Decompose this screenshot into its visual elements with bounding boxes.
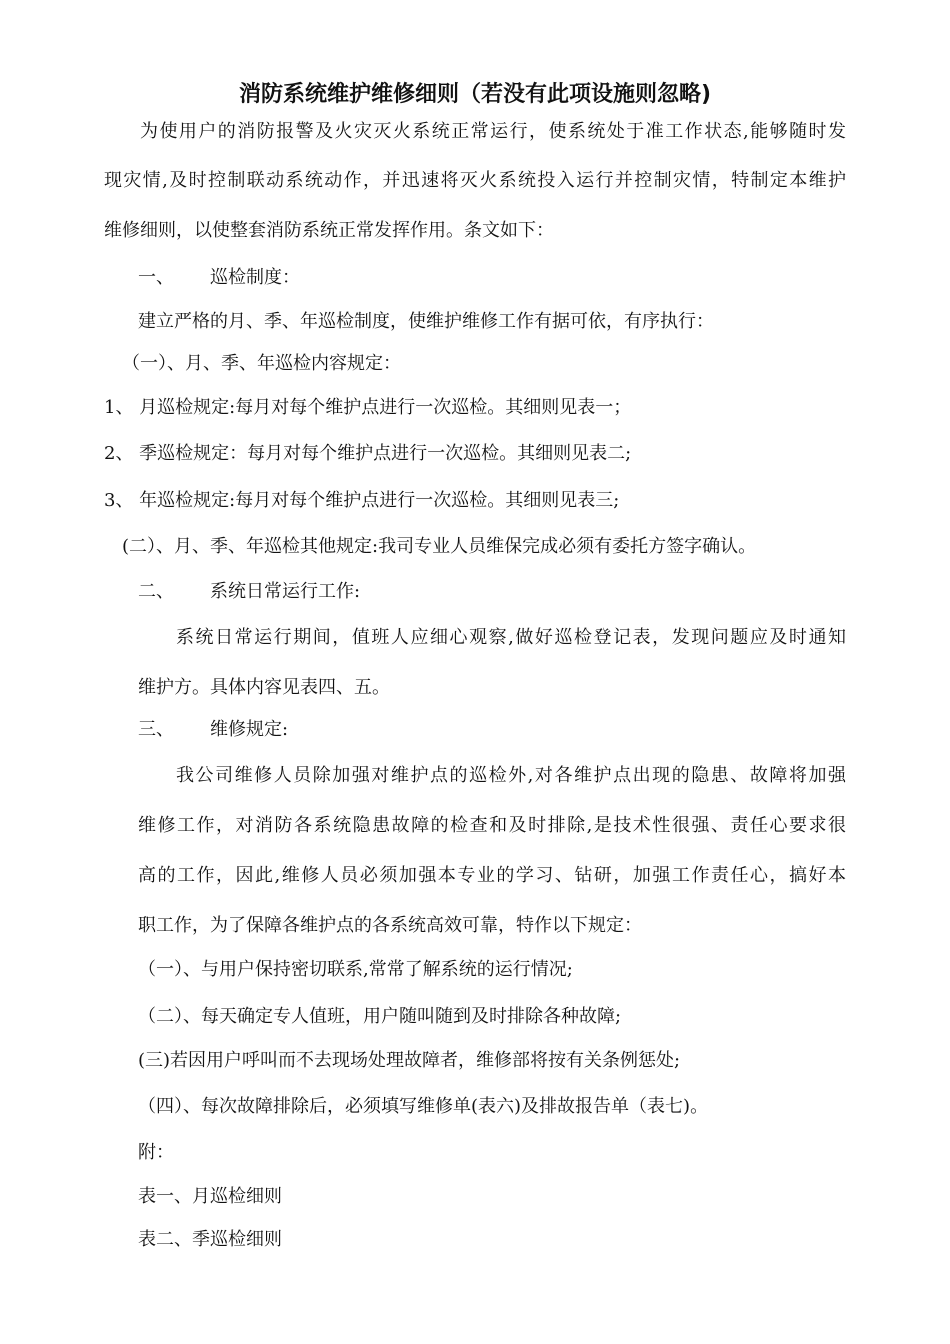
intro-line-1: 为使用户的消防报警及火灾灭火系统正常运行，使系统处于准工作状态,能够随时发 [140, 121, 846, 142]
appendix-table-1: 表一、月巡检细则 [138, 1186, 282, 1207]
intro-line-2: 现灾情,及时控制联动系统动作，并迅速将灭火系统投入运行并控制灾情，特制定本维护 [104, 170, 846, 191]
section1-item-2: 2、 季巡检规定：每月对每个维护点进行一次巡检。其细则见表二; [104, 443, 632, 464]
appendix-table-2: 表二、季巡检细则 [138, 1229, 282, 1250]
section2-heading [138, 580, 360, 604]
section1-paragraph: 建立严格的月、季、年巡检制度，使维护维修工作有据可依，有序执行： [138, 311, 714, 332]
section1-sub2: (二）、月、季、年巡检其他规定:我司专业人员维保完成必须有委托方签字确认。 [122, 536, 757, 557]
section3-number: 三、 [138, 719, 174, 740]
section3-heading [138, 718, 288, 742]
section2-line-2: 维护方。具体内容见表四、五。 [138, 677, 390, 698]
section3-rule-4: （四）、每次故障排除后，必须填写维修单(表六)及排故报告单（表七)。 [138, 1096, 709, 1117]
intro-line-3: 维修细则，以使整套消防系统正常发挥作用。条文如下： [104, 220, 554, 241]
section3-rule-1: （一）、与用户保持密切联系,常常了解系统的运行情况; [138, 959, 573, 980]
appendix-label: 附： [138, 1142, 174, 1163]
section1-sub1: （一）、月、季、年巡检内容规定： [122, 353, 401, 374]
section3-line-4: 职工作，为了保障各维护点的各系统高效可靠，特作以下规定： [138, 915, 642, 936]
section1-item-1: 1、 月巡检规定:每月对每个维护点进行一次巡检。其细则见表一； [104, 397, 632, 418]
section1-heading [138, 266, 300, 290]
section1-item-3: 3、 年巡检规定:每月对每个维护点进行一次巡检。其细则见表三; [104, 490, 620, 511]
section3-heading-text: 维修规定: [210, 719, 289, 740]
section3-line-1: 我公司维修人员除加强对维护点的巡检外,对各维护点出现的隐患、故障将加强 [176, 765, 846, 786]
section3-rule-2: （二）、每天确定专人值班，用户随叫随到及时排除各种故障; [138, 1006, 622, 1027]
section2-heading-text: 系统日常运行工作: [210, 581, 361, 602]
section1-number: 一、 [138, 267, 174, 288]
document-title: 消防系统维护维修细则（若没有此项设施则忽略) [238, 82, 712, 107]
section3-rule-3: (三)若因用户呼叫而不去现场处理故障者，维修部将按有关条例惩处; [138, 1050, 681, 1071]
section3-line-2: 维修工作，对消防各系统隐患故障的检查和及时排除,是技术性很强、责任心要求很 [138, 815, 846, 836]
section1-heading-text: 巡检制度： [210, 267, 300, 288]
section2-number: 二、 [138, 581, 174, 602]
section2-line-1: 系统日常运行期间，值班人应细心观察,做好巡检登记表，发现问题应及时通知 [176, 627, 846, 648]
section3-line-3: 高的工作，因此,维修人员必须加强本专业的学习、钻研，加强工作责任心，搞好本 [138, 865, 846, 886]
